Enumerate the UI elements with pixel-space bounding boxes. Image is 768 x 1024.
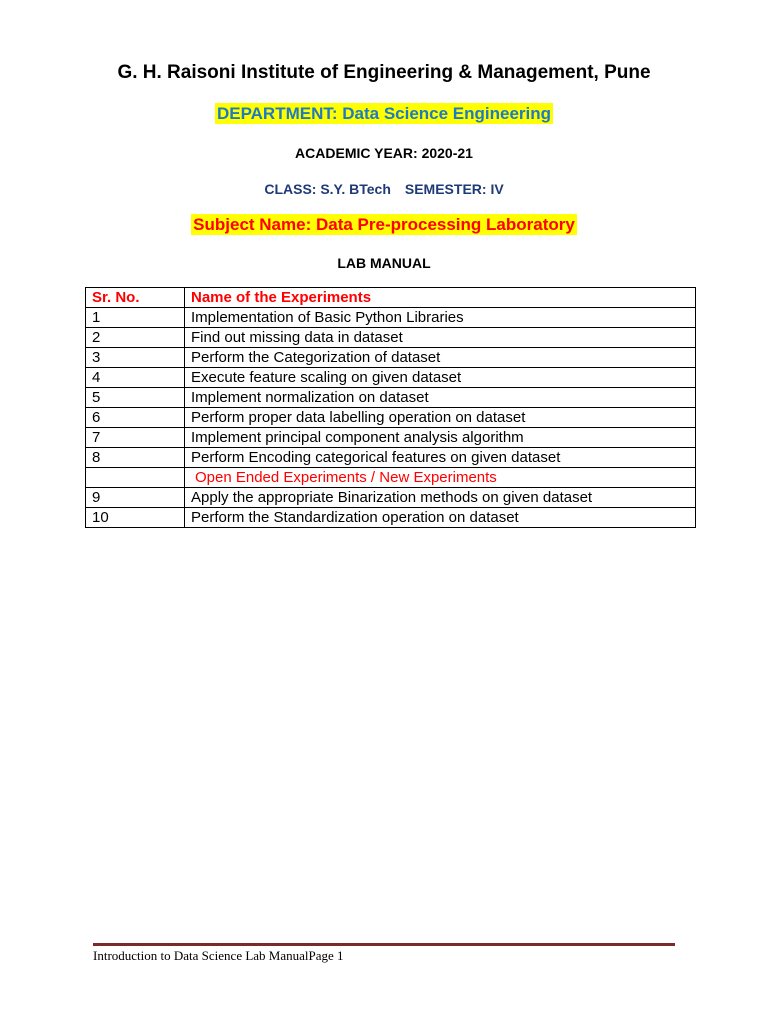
table-header-row	[86, 288, 696, 308]
experiment-name-cell: Perform proper data labelling operation on dataset	[185, 408, 696, 428]
sr-no-cell-empty	[86, 468, 185, 488]
experiments-table	[85, 287, 696, 528]
table-row	[86, 428, 696, 448]
table-row	[86, 448, 696, 468]
class-semester-line	[0, 181, 768, 197]
experiment-name-cell: Perform the Categorization of dataset	[185, 348, 696, 368]
institute-title: G. H. Raisoni Institute of Engineering & Management, Pune	[117, 62, 651, 83]
sr-no-cell: 2	[86, 328, 185, 348]
sr-no-cell: 10	[86, 508, 185, 528]
department-label: DEPARTMENT: Data Science Engineering	[216, 104, 552, 123]
experiment-name-cell: Find out missing data in dataset	[185, 328, 696, 348]
table-row	[86, 348, 696, 368]
open-ended-row	[86, 468, 696, 488]
table-row	[86, 368, 696, 388]
footer-text: Introduction to Data Science Lab ManualPage 1	[93, 948, 344, 963]
open-ended-label: Open Ended Experiments / New Experiments	[185, 468, 696, 488]
table-row	[86, 388, 696, 408]
experiment-name-cell: Execute feature scaling on given dataset	[185, 368, 696, 388]
semester-label: SEMESTER: IV	[404, 181, 504, 197]
table-row	[86, 488, 696, 508]
table-row	[86, 328, 696, 348]
sr-no-cell: 9	[86, 488, 185, 508]
subject-line	[0, 215, 768, 235]
sr-no-cell: 4	[86, 368, 185, 388]
footer-divider	[93, 943, 675, 946]
lab-manual-heading: LAB MANUAL	[337, 255, 431, 271]
sr-no-cell: 7	[86, 428, 185, 448]
experiment-name-cell: Implement principal component analysis algorithm	[185, 428, 696, 448]
academic-year: ACADEMIC YEAR: 2020-21	[295, 145, 473, 161]
subject-name: Subject Name: Data Pre-processing Laboratory	[193, 215, 575, 234]
department-line	[0, 104, 768, 124]
table-row	[86, 408, 696, 428]
experiment-name-cell: Apply the appropriate Binarization methods on given dataset	[185, 488, 696, 508]
class-label: CLASS: S.Y. BTech	[264, 181, 391, 197]
sr-no-cell: 3	[86, 348, 185, 368]
experiment-name-cell: Implement normalization on dataset	[185, 388, 696, 408]
experiment-name-cell: Perform the Standardization operation on dataset	[185, 508, 696, 528]
sr-no-cell: 8	[86, 448, 185, 468]
experiment-name-cell: Perform Encoding categorical features on given dataset	[185, 448, 696, 468]
header-experiment-name: Name of the Experiments	[185, 288, 696, 308]
table-row	[86, 508, 696, 528]
header-sr-no: Sr. No.	[86, 288, 185, 308]
table-row	[86, 308, 696, 328]
sr-no-cell: 1	[86, 308, 185, 328]
sr-no-cell: 6	[86, 408, 185, 428]
sr-no-cell: 5	[86, 388, 185, 408]
experiment-name-cell: Implementation of Basic Python Libraries	[185, 308, 696, 328]
